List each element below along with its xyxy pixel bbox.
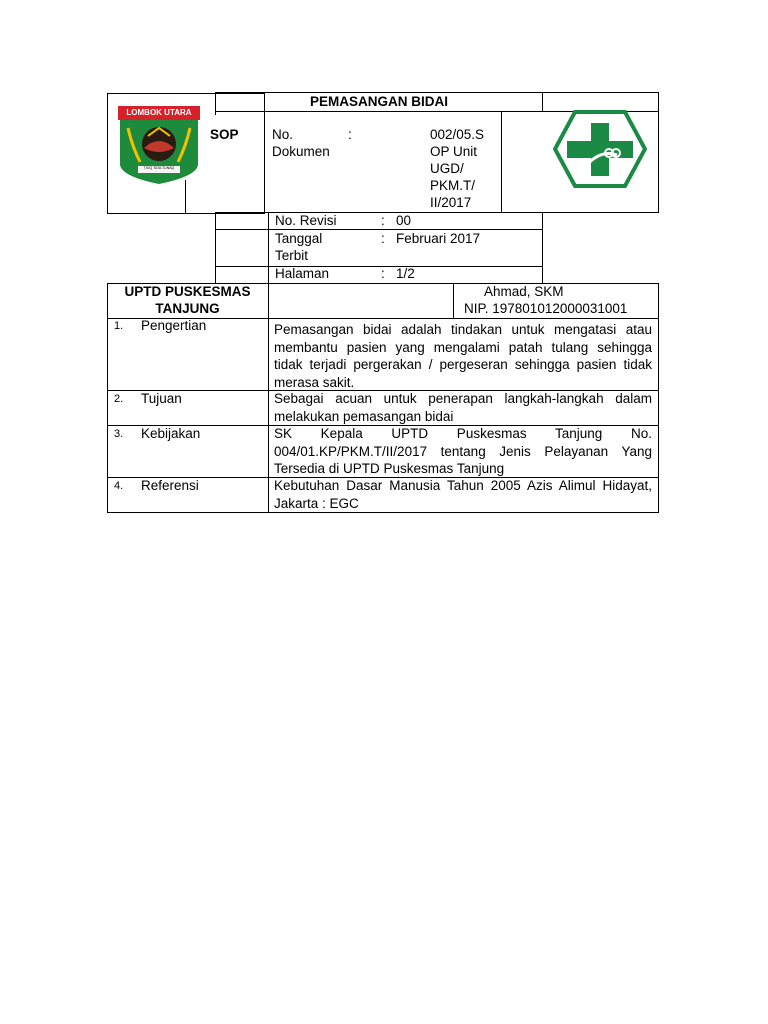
section-1-text: Pemasangan bidai adalah tindakan untuk mengatasi atau membantu pasien yang mengalami patah tulang sehingga tidak terjadi pergerakan / pergeseran sehingga pasien tidak merasa sakit.: [274, 322, 652, 390]
signer-name: Ahmad, SKM: [484, 284, 564, 299]
section-3-num: 3.: [114, 428, 124, 440]
section-4-text: Kebutuhan Dasar Manusia Tahun 2005 Azis Alimul Hidayat, Jakarta : EGC: [274, 478, 652, 511]
section-4-label: Referensi: [141, 478, 199, 493]
section-1-num: 1.: [114, 320, 124, 332]
header-sop-divider: [215, 111, 216, 115]
section-3-text: SK Kepala UPTD Puskesmas Tanjung No. 004/01.KP/PKM.T/II/2017 tentang Jenis Pelayanan Yang Tersedia di UPTD Puskesmas Tanjung: [274, 426, 652, 476]
no-dokumen-value-4: PKM.T/: [430, 178, 476, 193]
no-dokumen-value-5: II/2017: [430, 195, 472, 210]
no-dokumen-value-2: OP Unit: [430, 144, 478, 159]
meta-tanggal-row: [215, 229, 543, 267]
section-2-num: 2.: [114, 393, 124, 405]
org-divider-1: [268, 283, 269, 319]
puskesmas-logo: [553, 109, 647, 189]
section-1-label: Pengertian: [141, 318, 207, 333]
section-2-text: Sebagai acuan untuk penerapan langkah-langkah dalam melakukan pemasangan bidai: [274, 391, 652, 424]
no-dokumen-colon: :: [348, 127, 352, 142]
tanggal-label-2: Terbit: [275, 248, 309, 263]
no-dokumen-value-1: 002/05.S: [430, 127, 485, 142]
page-title: PEMASANGAN BIDAI: [309, 94, 448, 109]
meta-revisi-row: [215, 212, 543, 230]
no-dokumen-label-1: No.: [272, 127, 294, 142]
no-revisi-value: 00: [396, 213, 412, 228]
meta-halaman-row: [215, 266, 543, 284]
org-divider-2: [453, 283, 454, 319]
tanggal-colon: :: [381, 231, 385, 246]
logo-bracket-v: [185, 180, 186, 214]
section-4-num: 4.: [114, 480, 124, 492]
tanggal-value: Februari 2017: [396, 231, 481, 246]
meta-label-divider: [268, 212, 269, 284]
org-name-1: UPTD PUSKESMAS: [124, 284, 251, 299]
no-revisi-label: No. Revisi: [275, 213, 337, 228]
logo-bracket-h: [185, 213, 265, 214]
org-name-2: TANJUNG: [155, 301, 220, 316]
logo-left-text: LOMBOK UTARA: [126, 108, 192, 117]
signer-nip: NIP. 197801012000031001: [464, 301, 628, 316]
sop-label: SOP: [210, 127, 239, 142]
section-3-label: Kebijakan: [141, 426, 201, 441]
halaman-value: 1/2: [396, 266, 415, 281]
section-divider: [268, 318, 269, 513]
no-dokumen-value-3: UGD/: [430, 161, 464, 176]
no-dokumen-label-2: Dokumen: [272, 144, 330, 159]
no-revisi-colon: :: [381, 213, 385, 228]
header-dok-divider: [264, 111, 265, 214]
section-2-label: Tujuan: [141, 391, 182, 406]
logo-left-motto: TIOQ TATA TUNAQ: [143, 166, 175, 170]
halaman-label: Halaman: [275, 266, 330, 281]
halaman-colon: :: [381, 266, 385, 281]
tanggal-label-1: Tanggal: [275, 231, 323, 246]
